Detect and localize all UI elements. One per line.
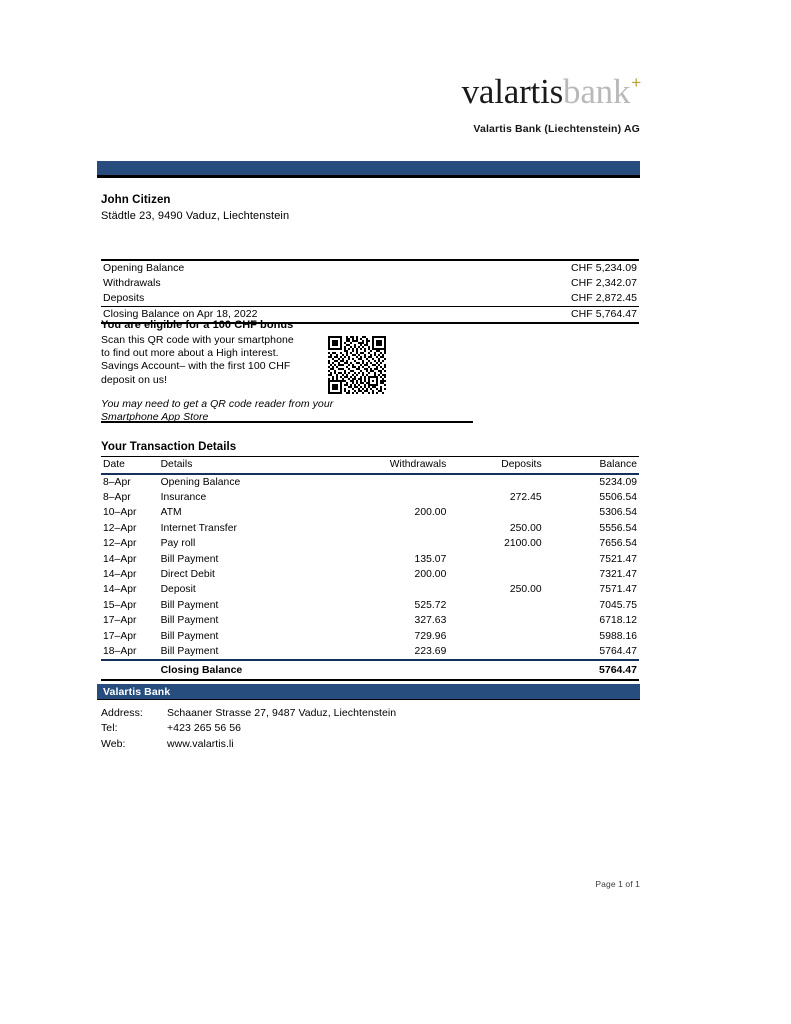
table-row (101, 521, 639, 536)
cell-deposits (446, 474, 541, 490)
cell-date: 17–Apr (103, 615, 137, 627)
cell-date: 10–Apr (103, 507, 137, 519)
cell-deposits: 250.00 (509, 522, 542, 534)
balance-summary (101, 259, 639, 324)
bank-web-row (101, 736, 396, 752)
cell-balance: 5764.47 (542, 644, 639, 660)
bonus-note-text: You may need to get a QR code reader from your Smartphone App Store (101, 397, 334, 424)
column-header-date: Date (101, 457, 161, 474)
column-header-details: Details (161, 457, 330, 474)
table-row (101, 551, 639, 566)
cell-balance: 7656.54 (599, 538, 637, 550)
page-number: Page 1 of 1 (595, 879, 640, 889)
cell-date: 12–Apr (103, 522, 137, 534)
bonus-body-text: Scan this QR code with your smartphone to find out more about a High interest. Savings Account– with the first 100 CHF deposit on us! (101, 334, 294, 386)
bank-tel-row (101, 721, 396, 737)
cell-date: 14–Apr (103, 553, 137, 565)
bonus-promo-block (101, 318, 481, 424)
cell-details: Opening Balance (160, 476, 241, 488)
cell-withdrawals: 729.96 (414, 630, 447, 642)
bank-address-value: Schaaner Strasse 27, 9487 Vaduz, Liechtenstein (167, 706, 397, 719)
cell-balance: 5306.54 (599, 507, 637, 519)
table-row (101, 474, 639, 490)
bank-address-row (101, 705, 396, 721)
cell-date: 12–Apr (103, 538, 137, 550)
cell-withdrawals (329, 536, 446, 551)
summary-value: CHF 5,234.09 (571, 262, 637, 274)
cell-date: 14–Apr (103, 568, 137, 580)
summary-row-opening (101, 261, 639, 276)
cell-deposits (446, 598, 541, 613)
cell-date: 17–Apr (103, 630, 137, 642)
cell-balance: 5234.09 (599, 476, 637, 488)
bank-web-value[interactable]: www.valartis.li (167, 737, 234, 750)
cell-details: Bill Payment (161, 644, 330, 660)
cell-withdrawals: 200.00 (414, 568, 447, 580)
cell-withdrawals (329, 582, 446, 597)
cell-details: Internet Transfer (160, 522, 237, 534)
cell-date: 15–Apr (103, 599, 137, 611)
cell-date: 8–Apr (103, 491, 131, 503)
table-row (101, 505, 639, 520)
cell-withdrawals: 327.63 (414, 615, 447, 627)
closing-spacer (101, 660, 161, 680)
summary-value: CHF 2,872.45 (571, 292, 637, 304)
cell-deposits: 250.00 (509, 584, 542, 596)
cell-balance: 7571.47 (599, 584, 637, 596)
logo-wordmark (462, 74, 640, 116)
cell-withdrawals: 135.07 (414, 553, 447, 565)
transactions-section (101, 456, 639, 681)
summary-label: Opening Balance (103, 262, 185, 274)
bank-tel-value: +423 265 56 56 (167, 722, 241, 734)
bank-address-label: Address: (101, 706, 143, 719)
cell-details: Pay roll (160, 538, 196, 550)
cell-deposits: 272.45 (509, 491, 542, 503)
qr-code-svg (326, 336, 388, 394)
table-row (101, 628, 639, 643)
table-row (101, 582, 639, 597)
summary-value: CHF 5,764.47 (473, 307, 639, 324)
table-row (101, 567, 639, 582)
closing-balance-value: 5764.47 (542, 660, 639, 680)
cell-details: Deposit (160, 584, 196, 596)
cell-deposits (446, 628, 541, 643)
customer-name: John Citizen (101, 194, 171, 206)
cell-balance: 5556.54 (599, 522, 637, 534)
table-row (101, 598, 639, 613)
transactions-body (101, 474, 639, 661)
table-row (101, 536, 639, 551)
column-header-withdrawals: Withdrawals (329, 457, 446, 474)
summary-value: CHF 2,342.07 (571, 277, 637, 289)
customer-block (101, 193, 601, 224)
summary-label: Closing Balance on Apr 18, 2022 (101, 307, 473, 324)
cell-date: 8–Apr (103, 476, 131, 488)
cell-deposits (446, 551, 541, 566)
cell-withdrawals (329, 474, 446, 490)
cell-details: Bill Payment (160, 630, 219, 642)
transactions-table (101, 456, 639, 681)
cell-details: Bill Payment (160, 599, 219, 611)
cell-details: ATM (160, 507, 182, 519)
bank-footer-heading: Valartis Bank (97, 684, 640, 700)
closing-spacer-withdrawals (329, 660, 446, 680)
cell-withdrawals (329, 490, 446, 505)
customer-address: Städtle 23, 9490 Vaduz, Liechtenstein (101, 210, 290, 222)
cell-details: Direct Debit (160, 568, 215, 580)
bank-contact-details (101, 705, 641, 752)
logo-plus-icon: + (631, 73, 641, 92)
cell-balance: 5988.16 (599, 630, 637, 642)
summary-table (101, 261, 639, 324)
cell-details: Bill Payment (160, 615, 219, 627)
table-row (101, 644, 639, 660)
qr-code-icon (326, 336, 388, 394)
cell-details: Bill Payment (160, 553, 219, 565)
header-blue-bar (97, 161, 640, 178)
cell-date: 14–Apr (103, 584, 137, 596)
cell-withdrawals (329, 521, 446, 536)
cell-balance: 7321.47 (599, 568, 637, 580)
bonus-title: You are eligible for a 100 CHF bonus (101, 319, 294, 331)
summary-label: Deposits (103, 292, 145, 304)
logo-word-bank: bank (563, 72, 631, 111)
bank-legal-name: Valartis Bank (Liechtenstein) AG (473, 123, 640, 135)
cell-withdrawals: 525.72 (414, 599, 447, 611)
summary-row-withdrawals (101, 276, 639, 291)
table-row (101, 613, 639, 628)
bank-web-label: Web: (101, 737, 126, 750)
closing-spacer-deposits (446, 660, 541, 680)
column-header-balance: Balance (542, 457, 639, 474)
closing-balance-label: Closing Balance (161, 660, 330, 680)
transactions-footer (101, 660, 639, 680)
bonus-section-divider (101, 421, 473, 423)
cell-balance: 7045.75 (599, 599, 637, 611)
cell-deposits (446, 505, 541, 520)
cell-date: 18–Apr (101, 644, 161, 660)
table-header-row (101, 457, 639, 474)
cell-details: Insurance (160, 491, 207, 503)
column-header-deposits: Deposits (446, 457, 541, 474)
table-row (101, 490, 639, 505)
summary-row-deposits (101, 291, 639, 307)
bank-tel-label: Tel: (101, 722, 118, 734)
bank-contact-table (101, 705, 396, 752)
cell-deposits (446, 567, 541, 582)
bank-logo (300, 74, 640, 135)
cell-deposits (446, 644, 541, 660)
cell-balance: 5506.54 (599, 491, 637, 503)
cell-balance: 6718.12 (599, 615, 637, 627)
summary-label: Withdrawals (103, 277, 161, 289)
cell-deposits: 2100.00 (504, 538, 542, 550)
closing-balance-row (101, 660, 639, 680)
cell-deposits (446, 613, 541, 628)
cell-balance: 7521.47 (599, 553, 637, 565)
cell-withdrawals: 223.69 (329, 644, 446, 660)
logo-word-valartis: valartis (461, 72, 564, 111)
cell-withdrawals: 200.00 (414, 507, 447, 519)
transactions-title: Your Transaction Details (101, 441, 237, 453)
